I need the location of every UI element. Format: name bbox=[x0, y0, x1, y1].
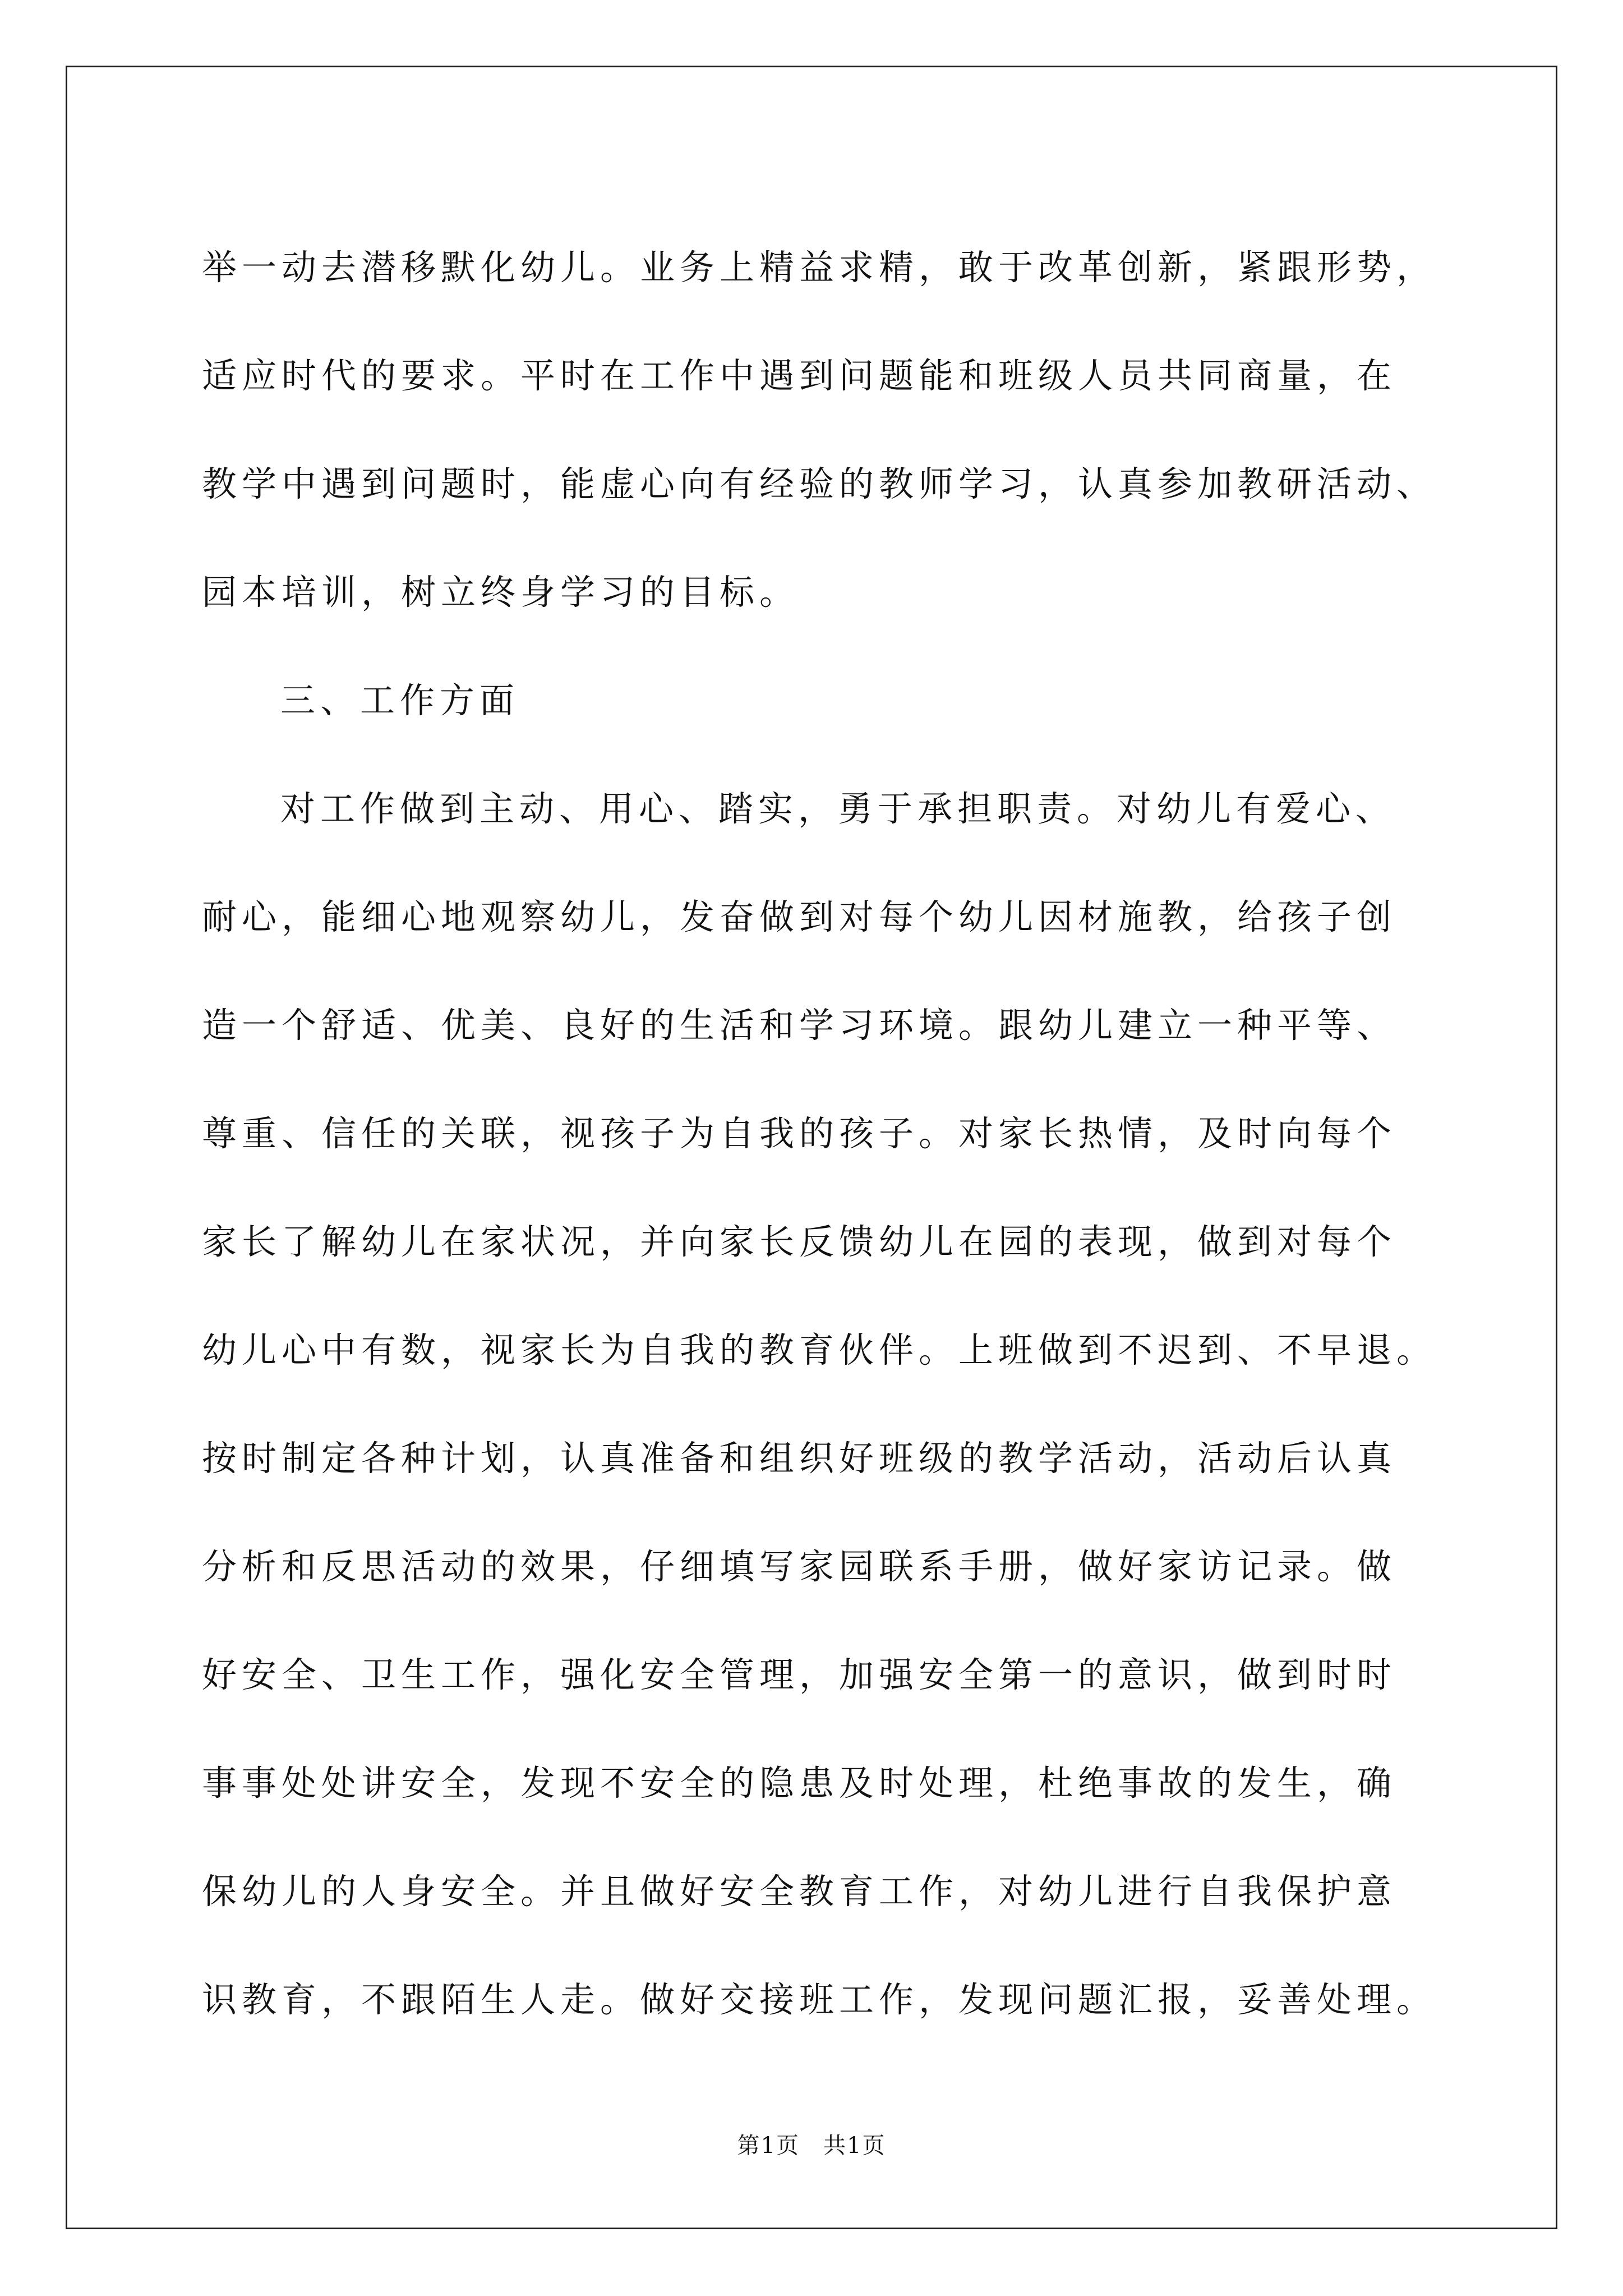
text-line: 事事处处讲安全，发现不安全的隐患及时处理，杜绝事故的发生，确 bbox=[202, 1763, 1397, 1803]
text-line: 好安全、卫生工作，强化安全管理，加强安全第一的意识，做到时时 bbox=[202, 1654, 1397, 1695]
text-line: 识教育，不跟陌生人走。做好交接班工作，发现问题汇报，妥善处理。 bbox=[202, 1979, 1437, 2020]
text-line: 园本培训，树立终身学习的目标。 bbox=[202, 572, 800, 613]
text-line: 尊重、信任的关联，视孩子为自我的孩子。对家长热情，及时向每个 bbox=[202, 1113, 1397, 1154]
text-line: 造一个舒适、优美、良好的生活和学习环境。跟幼儿建立一种平等、 bbox=[202, 1005, 1397, 1046]
text-line: 耐心，能细心地观察幼儿，发奋做到对每个幼儿因材施教，给孩子创 bbox=[202, 896, 1397, 937]
text-line: 教学中遇到问题时，能虚心向有经验的教师学习，认真参加教研活动、 bbox=[202, 463, 1437, 504]
text-line: 按时制定各种计划，认真准备和组织好班级的教学活动，活动后认真 bbox=[202, 1438, 1397, 1479]
document-body bbox=[202, 213, 1458, 2054]
text-line: 对工作做到主动、用心、踏实，勇于承担职责。对幼儿有爱心、 bbox=[280, 788, 1396, 829]
text-line: 举一动去潜移默化幼儿。业务上精益求精，敢于改革创新，紧跟形势， bbox=[202, 247, 1437, 288]
text-line: 家长了解幼儿在家状况，并向家长反馈幼儿在园的表现，做到对每个 bbox=[202, 1221, 1397, 1262]
text-line: 分析和反思活动的效果，仔细填写家园联系手册，做好家访记录。做 bbox=[202, 1546, 1397, 1587]
text-line: 幼儿心中有数，视家长为自我的教育伙伴。上班做到不迟到、不早退。 bbox=[202, 1329, 1437, 1370]
text-line: 保幼儿的人身安全。并且做好安全教育工作，对幼儿进行自我保护意 bbox=[202, 1871, 1397, 1912]
text-line: 适应时代的要求。平时在工作中遇到问题能和班级人员共同商量，在 bbox=[202, 355, 1397, 396]
section-heading: 三、工作方面 bbox=[280, 680, 520, 721]
page-footer: 第1页 共1页 bbox=[737, 2133, 886, 2159]
